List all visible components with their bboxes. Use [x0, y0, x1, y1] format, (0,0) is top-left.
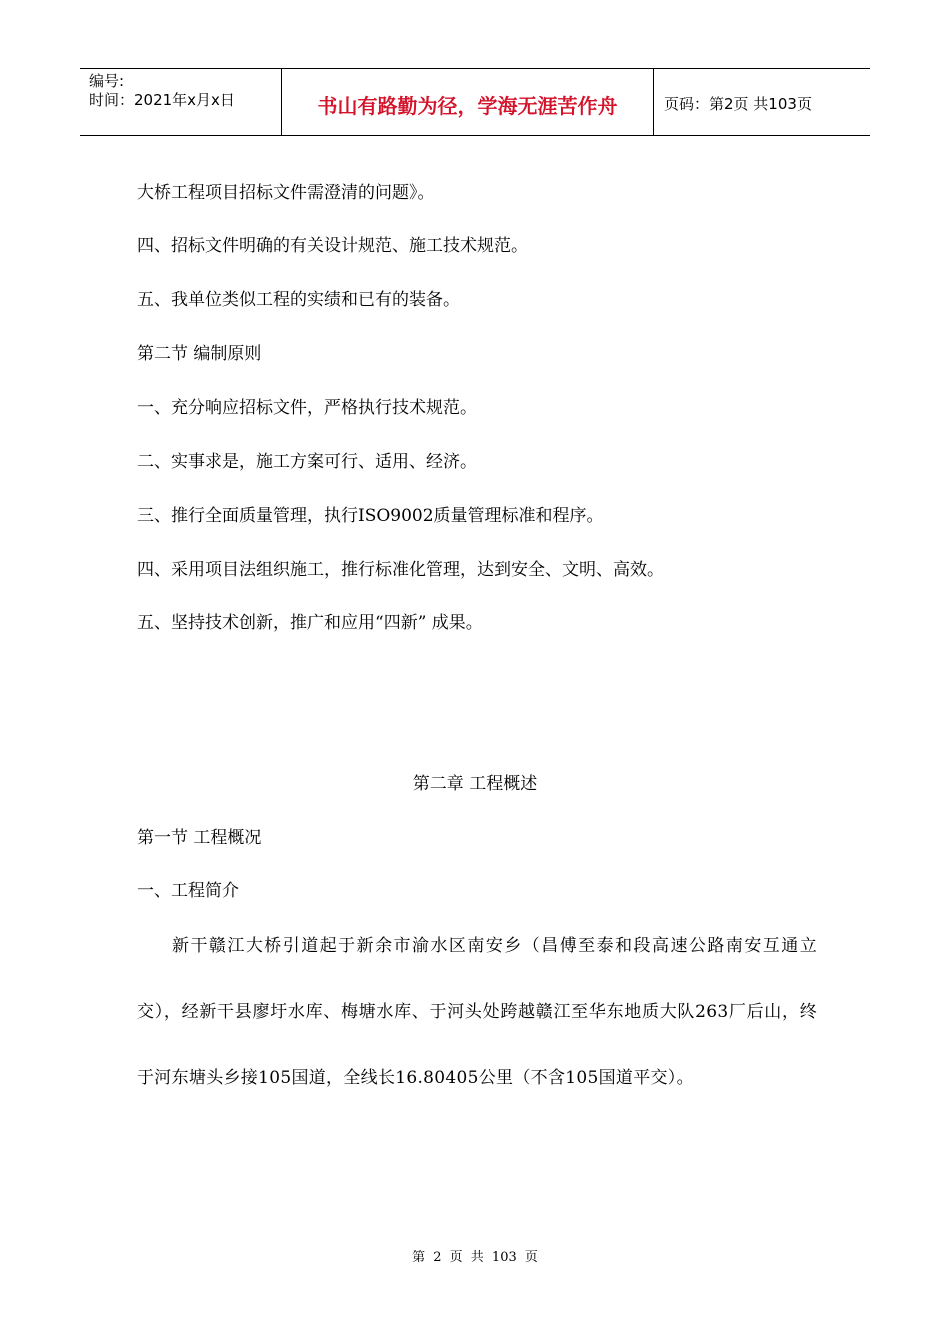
body-line: 四、采用项目法组织施工，推行标准化管理，达到安全、文明、高效。	[137, 560, 664, 580]
body-line: 五、我单位类似工程的实绩和已有的装备。	[137, 290, 460, 310]
body-paragraph: 新干赣江大桥引道起于新余市渝水区南安乡（昌傅至泰和段高速公路南安互通立交），经新干县廖圩水库、梅塘水库、于河头处跨越赣江至华东地质大队263厂后山，终于河东塘头乡接105国道，全线长16.80405公里（不含105国道平交）。	[137, 936, 817, 1088]
document-number-label: 编号:	[89, 72, 125, 90]
body-line: 四、招标文件明确的有关设计规范、施工技术规范。	[137, 236, 528, 256]
body-line: 三、推行全面质量管理，执行ISO9002质量管理标准和程序。	[137, 506, 604, 526]
header-page-info: 页码：第2页 共103页	[664, 94, 812, 113]
body-line: 二、实事求是，施工方案可行、适用、经济。	[137, 452, 477, 472]
subsection-heading: 一、工程简介	[137, 881, 239, 901]
section-heading: 第二节 编制原则	[137, 344, 262, 364]
body-line: 一、充分响应招标文件，严格执行技术规范。	[137, 398, 477, 418]
chapter-title: 第二章 工程概述	[412, 774, 538, 794]
document-date: 时间：2021年x月x日	[89, 91, 235, 109]
header-motto: 书山有路勤为径，学海无涯苦作舟	[282, 69, 654, 135]
page-footer: 第 2 页 共 103 页	[412, 1250, 538, 1265]
body-line: 五、坚持技术创新，推广和应用“四新” 成果。	[137, 613, 483, 633]
body-line: 大桥工程项目招标文件需澄清的问题》。	[137, 183, 435, 203]
page-header	[80, 68, 870, 136]
header-meta	[80, 69, 282, 135]
section-heading: 第一节 工程概况	[137, 828, 262, 848]
